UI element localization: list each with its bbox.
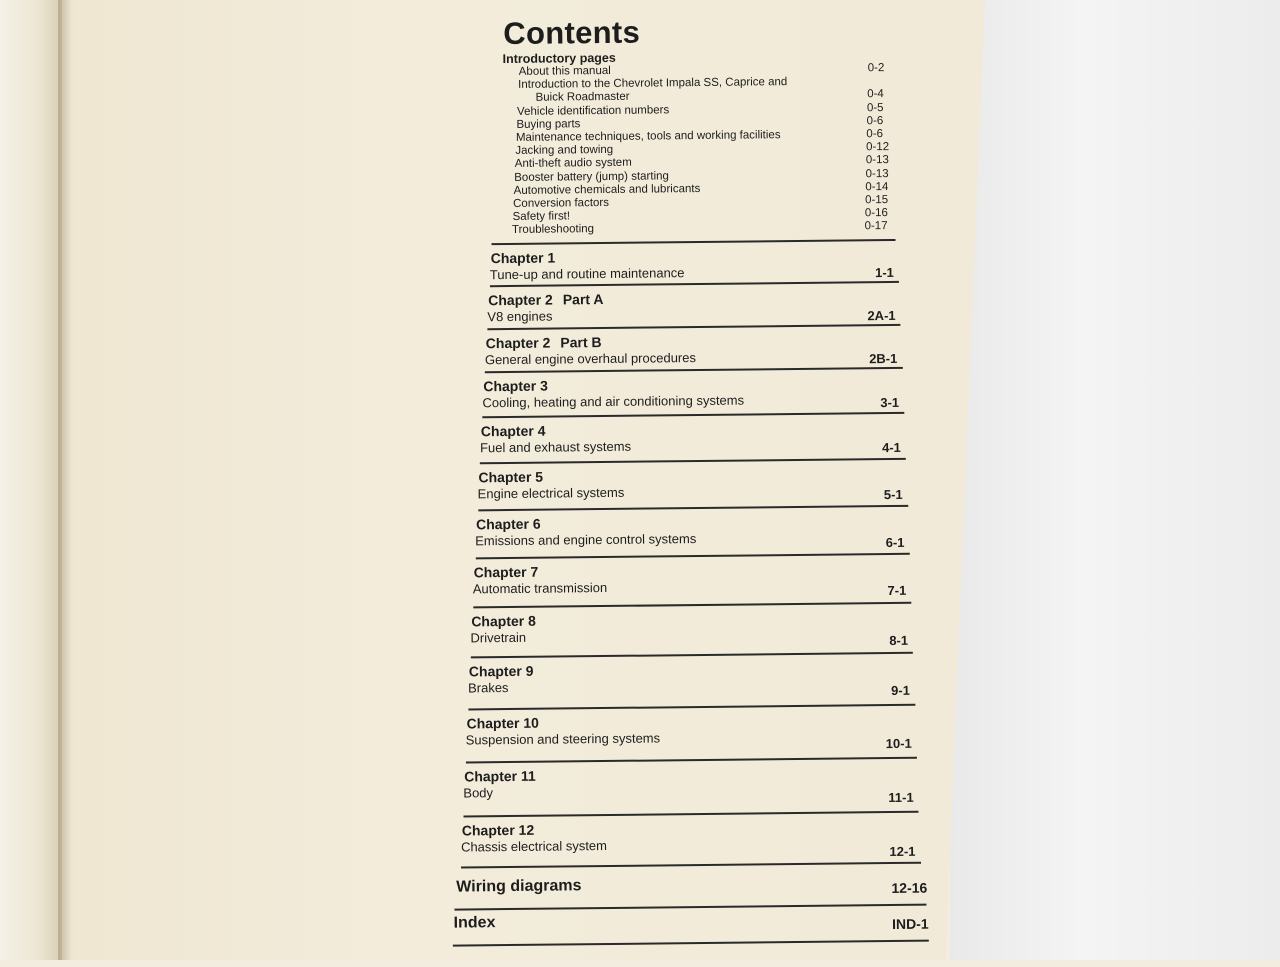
intro-item-page: 0-2 — [867, 62, 885, 75]
divider-rule — [483, 412, 905, 418]
chapter-subtitle[interactable]: Fuel and exhaust systems — [479, 438, 632, 456]
intro-item-label[interactable]: Buying parts — [516, 118, 581, 131]
chapter-subtitle[interactable]: Drivetrain — [470, 629, 527, 646]
intro-item-page: 0-6 — [866, 114, 884, 128]
divider-rule — [461, 862, 920, 869]
chapter-page: 6-1 — [885, 534, 905, 550]
intro-item-label[interactable]: Troubleshooting — [511, 223, 595, 237]
chapter-title[interactable] — [462, 822, 535, 839]
chapter-page: 3-1 — [880, 394, 900, 410]
chapter-subtitle[interactable]: Body — [463, 785, 494, 801]
divider-rule — [480, 458, 906, 464]
chapter-page: 7-1 — [887, 583, 907, 599]
chapter-subtitle[interactable]: Emissions and engine control systems — [475, 531, 697, 549]
chapter-title[interactable] — [478, 469, 543, 486]
intro-item-label[interactable]: Maintenance techniques, tools and working facilities — [515, 129, 781, 144]
intro-item-label[interactable]: Buick Roadmaster — [535, 91, 630, 105]
chapter-subtitle[interactable]: Cooling, heating and air conditioning systems — [482, 392, 745, 411]
chapter-title[interactable] — [469, 663, 534, 680]
chapter-page: 2B-1 — [869, 351, 898, 367]
chapter-number: Chapter 1 — [490, 249, 556, 267]
intro-item-label[interactable]: Introduction to the Chevrolet Impala SS, Caprice and — [518, 76, 788, 92]
divider-rule — [478, 505, 908, 512]
intro-item-page: 0-6 — [866, 128, 884, 141]
chapter-title[interactable] — [481, 423, 546, 440]
chapter-subtitle[interactable]: Suspension and steering systems — [465, 730, 661, 748]
intro-item-page: 0-16 — [864, 207, 888, 220]
chapter-number: Chapter 5 — [478, 468, 544, 486]
chapter-subtitle[interactable]: Automatic transmission — [472, 579, 608, 597]
wiring-diagrams-title[interactable]: Wiring diagrams — [456, 877, 582, 896]
chapter-page: 1-1 — [874, 264, 894, 281]
chapter-title[interactable] — [471, 613, 536, 630]
chapter-subtitle[interactable]: Brakes — [467, 680, 509, 696]
divider-rule — [492, 239, 896, 245]
chapter-number: Chapter 8 — [471, 612, 536, 630]
divider-rule — [466, 757, 917, 764]
chapter-title[interactable] — [474, 564, 539, 581]
intro-item-page: 0-14 — [865, 180, 889, 194]
intro-item-label[interactable]: About this manual — [518, 64, 611, 78]
intro-item-page: 0-13 — [865, 167, 889, 180]
intro-item-label[interactable]: Vehicle identification numbers — [516, 103, 670, 118]
chapter-number: Chapter 7 — [473, 563, 539, 581]
index-page: IND-1 — [892, 915, 929, 933]
intro-item-page: 0-5 — [866, 101, 884, 114]
intro-item-page: 0-13 — [865, 154, 889, 167]
chapter-number: Chapter 11 — [464, 767, 536, 785]
chapter-subtitle[interactable]: General engine overhaul procedures — [484, 350, 697, 368]
chapter-subtitle[interactable]: V8 engines — [487, 308, 553, 325]
chapter-number: Chapter 2 — [488, 291, 553, 309]
divider-rule — [487, 324, 900, 330]
chapter-page: 8-1 — [889, 632, 909, 648]
intro-item-label[interactable]: Automotive chemicals and lubricants — [513, 182, 701, 197]
chapter-title[interactable] — [483, 378, 548, 395]
divider-rule — [464, 811, 919, 818]
chapter-page: 11-1 — [888, 789, 914, 805]
divider-rule — [473, 602, 911, 609]
chapter-subtitle[interactable]: Engine electrical systems — [477, 484, 625, 502]
index-title[interactable]: Index — [453, 914, 496, 932]
chapter-title[interactable] — [464, 768, 536, 785]
divider-rule — [453, 940, 929, 947]
intro-item-label[interactable]: Safety first! — [512, 210, 571, 224]
chapter-page: 9-1 — [891, 683, 910, 699]
chapter-number: Chapter 4 — [480, 422, 546, 440]
chapter-title[interactable] — [488, 291, 603, 308]
chapter-page: 4-1 — [881, 440, 901, 456]
intro-item-label[interactable]: Booster battery (jump) starting — [514, 169, 669, 184]
chapter-title[interactable] — [476, 516, 541, 533]
wiring-diagrams-page: 12-16 — [891, 879, 928, 897]
intro-item-label[interactable]: Jacking and towing — [515, 144, 614, 158]
chapter-subtitle[interactable]: Tune-up and routine maintenance — [489, 265, 685, 283]
divider-rule — [471, 652, 914, 659]
intro-item-page: 0-4 — [867, 88, 884, 101]
chapter-subtitle[interactable]: Chassis electrical system — [460, 837, 608, 855]
intro-item-page: 0-17 — [864, 220, 888, 233]
chapter-number: Chapter 6 — [475, 515, 541, 533]
chapter-number: Chapter 2 — [485, 334, 551, 352]
divider-rule — [485, 367, 902, 373]
chapter-part: Part B — [560, 334, 602, 351]
chapter-page: 12-1 — [889, 843, 916, 860]
chapter-title[interactable] — [466, 715, 539, 732]
intro-item-page: 0-12 — [866, 141, 890, 154]
intro-item-page: 0-15 — [865, 194, 889, 207]
chapter-part: Part A — [562, 291, 604, 308]
chapter-page: 10-1 — [885, 735, 912, 752]
intro-item-label[interactable]: Conversion factors — [513, 196, 610, 210]
chapter-title[interactable] — [486, 334, 602, 351]
chapter-number: Chapter 9 — [468, 662, 534, 680]
intro-heading: Introductory pages — [502, 50, 616, 67]
chapter-number: Chapter 12 — [461, 821, 535, 839]
page-title: Contents — [503, 14, 641, 52]
chapter-page: 5-1 — [883, 486, 903, 503]
chapter-title[interactable] — [491, 250, 556, 267]
divider-rule — [454, 904, 926, 911]
divider-rule — [490, 281, 899, 287]
chapter-number: Chapter 3 — [483, 377, 548, 395]
chapter-page: 2A-1 — [867, 307, 896, 323]
intro-item-label[interactable]: Anti-theft audio system — [514, 157, 632, 171]
chapter-number: Chapter 10 — [466, 714, 539, 732]
divider-rule — [475, 553, 909, 560]
divider-rule — [468, 704, 915, 711]
